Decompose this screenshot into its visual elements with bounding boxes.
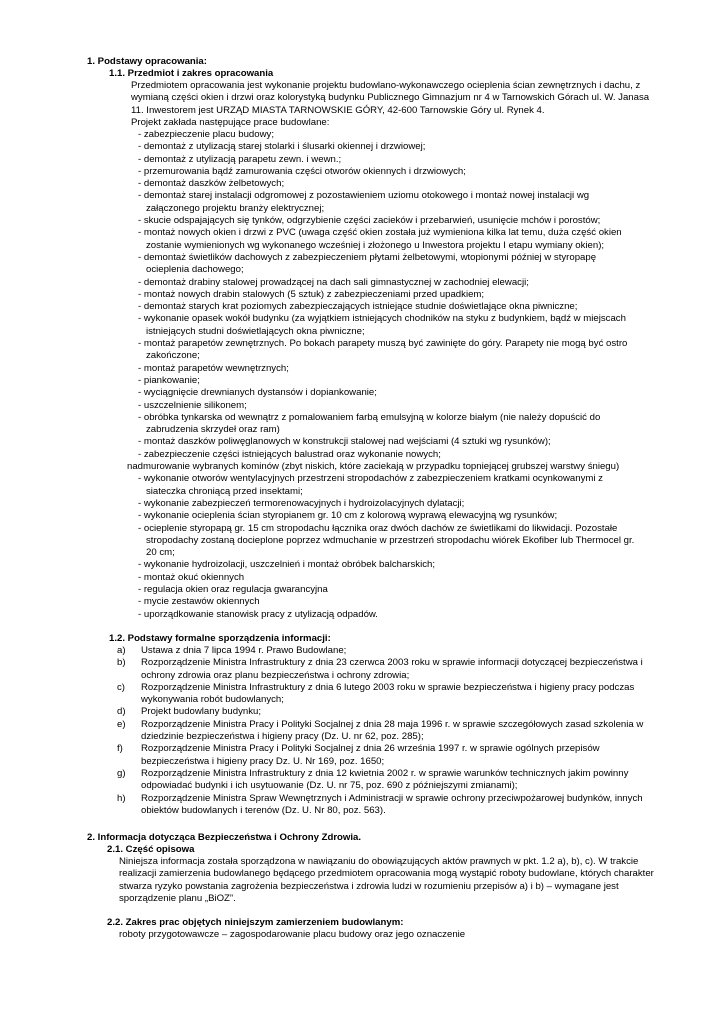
works-list-item: - montaż daszków poliwęglanowych w konstrukcji stalowej nad wejściami (4 sztuki wg rysunków); [138,436,551,448]
section-2-1-paragraph: Niniejsza informacja została sporządzona w nawiązaniu do obowiązujących aktów prawnych w pkt. 1.2 a), b), c). W trakcie realizacji zamierzenia budowlanego będącego przedmiotem opracowania mogą wystąpić roboty budowlane, których charakter stwarza ryzyko powstania zagrożenia bezpieczeństwa i zdrowia ludzi w rozumieniu przepisów a) i b) – wymagane jest sporządzenie planu „BiOZ”. [119,856,654,904]
works-list-item: - montaż parapetów wewnętrznych; [138,362,289,374]
works-intro: Projekt zakłada następujące prace budowlane: [131,117,330,128]
legal-basis-item [117,793,647,818]
legal-basis-marker: d) [117,706,126,718]
legal-basis-item [117,657,647,682]
works-list-item: - wykonanie opasek wokół budynku (za wyjątkiem istniejących chodników na styku z budynkiem, bądź w miejscach istniejących studni doświetlających okna piwniczne; [138,313,626,337]
legal-basis-item [117,743,647,768]
legal-basis-text: Ustawa z dnia 7 lipca 1994 r. Prawo Budowlane; [141,645,347,656]
legal-basis-list [117,645,647,817]
works-list-item: - demontaż drabiny stalowej prowadzącej na dach sali gimnastycznej w zachodniej elewacji; [138,276,529,288]
section-2-1-heading: 2.1. Część opisowa [107,844,195,855]
legal-basis-marker: e) [117,718,126,730]
legal-basis-marker: g) [117,767,126,779]
works-list-item: nadmurowanie wybranych kominów (zbyt niskich, które zaciekają w przypadku topniejącej grubszej warstwy śniegu) [127,461,620,473]
works-list-item: - obróbka tynkarska od wewnątrz z pomalowaniem farbą emulsyjną w kolorze białym (nie należy dopuścić do zabrudzenia skrzydeł oraz ram) [138,411,601,436]
works-list-item: - ocieplenie styropapą gr. 15 cm stropodachu łącznika oraz dwóch dachów ze świetlikami do likwidacji. Pozostałe stropodachy zostaną docieplone poprzez wdmuchanie w przestrzeń stropodachu wiórek Ekofiber lub Thermocel gr. 20 cm; [138,522,635,559]
legal-basis-text: Rozporządzenie Ministra Infrastruktury z dnia 6 lutego 2003 roku w sprawie bezpieczeństwa i higieny pracy podczas wykonywania robót budowlanych; [141,681,635,706]
legal-basis-text: Rozporządzenie Ministra Pracy i Polityki Socjalnej z dnia 28 maja 1996 r. w sprawie szczegółowych zasad szkolenia w dziedzinie bezpieczeństwa i higieny pracy (Dz. U. nr 62, poz. 285); [141,718,644,743]
works-list-item: - mycie zestawów okiennych [138,596,260,608]
works-list-item: - wykonanie otworów wentylacyjnych przestrzeni stropodachów z zabezpieczeniem kratkami ocynkowanymi z siateczka chroniącą przed insektami; [138,473,603,497]
works-list-item: - demontaż świetlików dachowych z zabezpieczeniem płytami żelbetowymi, wtopionymi później w styropapę ocieplenia dachowego; [138,251,597,276]
section-1-1-heading: 1.1. Przedmiot i zakres opracowania [109,68,274,79]
works-list-item: - zabezpieczenie placu budowy; [138,129,274,140]
legal-basis-text: Rozporządzenie Ministra Infrastruktury z dnia 23 czerwca 2003 roku w sprawie informacji dotyczącej bezpieczeństwa i ochrony zdrowia oraz planu bezpieczeństwa i ochrony zdrowia; [141,657,643,681]
legal-basis-marker: b) [117,657,126,669]
section-1-2-heading: 1.2. Podstawy formalne sporządzenia informacji: [109,633,331,644]
section-1-1-paragraph: Przedmiotem opracowania jest wykonanie projektu budowlano-wykonawczego ocieplenia ścian zewnętrznych i dachu, z wymianą części okien i drzwi oraz kolorystyką budynku Publicznego Gimnazjum nr 4 w Tarnowskich Górach ul. W. Janasa 11. Inwestorem jest URZĄD MIASTA TARNOWSKIE GÓRY, 42-600 Tarnowskie Góry ul. Rynek 4. [131,80,650,116]
legal-basis-item [117,706,647,718]
works-list-item: - demontaż z utylizacją parapetu zewn. i wewn.; [138,153,342,165]
works-list-item: - wyciągnięcie drewnianych dystansów i dopiankowanie; [138,387,377,399]
section-2-heading: 2. Informacja dotycząca Bezpieczeństwa i Ochrony Zdrowia. [87,832,362,843]
legal-basis-item [117,682,647,707]
works-list-item: - demontaż z utylizacją starej stolarki i ślusarki okiennej i drzwiowej; [138,141,426,153]
works-list-item: - montaż nowych okien i drzwi z PVC (uwaga część okien została już wymieniona kilka lat temu, duża część okien zostanie wymienionych wg wykonanego wcześniej i złożonego u Inwestora projektu I etapu wymiany okien); [138,227,622,251]
works-list-item: - wykonanie hydroizolacji, uszczelnień i montaż obróbek balcharskich; [138,559,436,571]
section-1-heading: 1. Podstawy opracowania: [87,56,207,67]
works-list-item: - demontaż starej instalacji odgromowej z pozostawieniem uziomu otokowego i montaż nowej instalacji wg załączonego projektu branży elektrycznej; [138,190,590,214]
legal-basis-marker: f) [117,743,123,755]
works-list-item: - regulacja okien oraz regulacja gwarancyjna [138,583,328,595]
works-list-item: - piankowanie; [138,374,200,386]
works-list-item: - skucie odspajających się tynków, odgrzybienie części zacieków i przebarwień, usunięcie mchów i porostów; [138,215,601,227]
works-list [127,129,638,621]
works-list-item: - montaż okuć okiennych [138,571,245,583]
works-list-item: - wykonanie zabezpieczeń termorenowacyjnych i hydroizolacyjnych dylatacji; [138,497,465,509]
works-list-item: - montaż parapetów zewnętrznych. Po bokach parapety muszą być zawinięte do góry. Parapety nie mogą być ostro zakończone; [138,338,628,362]
works-list-item: - przemurowania bądź zamurowania części otworów okiennych i drzwiowych; [138,165,466,177]
legal-basis-text: Rozporządzenie Ministra Pracy i Polityki Socjalnej z dnia 26 września 1997 r. w sprawie ogólnych przepisów bezpieczeństwa i higieny pracy Dz. U. Nr 169, poz. 1650; [141,743,600,767]
works-list-item: - zabezpieczenie części istniejących balustrad oraz wykonanie nowych; [138,448,441,460]
works-list-item: - uporządkowanie stanowisk pracy z utylizacją odpadów. [138,608,378,620]
legal-basis-marker: c) [117,681,125,693]
works-list-item: - demontaż starych krat poziomych zabezpieczających istniejące studnie doświetlające okna piwniczne; [138,301,578,313]
legal-basis-marker: h) [117,792,126,804]
legal-basis-item [117,645,647,657]
legal-basis-item [117,719,647,744]
works-list-item: - montaż nowych drabin stalowych (5 sztuk) z zabezpieczeniami przed upadkiem; [138,288,485,300]
legal-basis-text: Rozporządzenie Ministra Infrastruktury z dnia 12 kwietnia 2002 r. w sprawie warunków technicznych jakim powinny odpowiadać budynki i ich usytuowanie (Dz. U. nr 75, poz. 690 z późniejszymi zmianami); [141,767,629,792]
legal-basis-marker: a) [117,645,126,656]
section-2-2-heading: 2.2. Zakres prac objętych niniejszym zamierzeniem budowlanym: [107,917,404,928]
legal-basis-item [117,768,647,793]
works-list-item: - demontaż daszków żelbetowych; [138,178,285,190]
works-list-item: - wykonanie ocieplenia ścian styropianem gr. 10 cm z kolorową wyprawą elewacyjną wg rysunków; [138,510,558,522]
legal-basis-text: Projekt budowlany budynku; [141,706,261,718]
works-list-item: - uszczelnienie silikonem; [138,399,247,411]
section-2-2-text: roboty przygotowawcze – zagospodarowanie placu budowy oraz jego oznaczenie [119,929,466,940]
legal-basis-text: Rozporządzenie Ministra Spraw Wewnętrznych i Administracji w sprawie ochrony przeciwpożarowej budynków, innych obiektów budowlanych i terenów (Dz. U. Nr 80, poz. 563). [141,792,643,816]
